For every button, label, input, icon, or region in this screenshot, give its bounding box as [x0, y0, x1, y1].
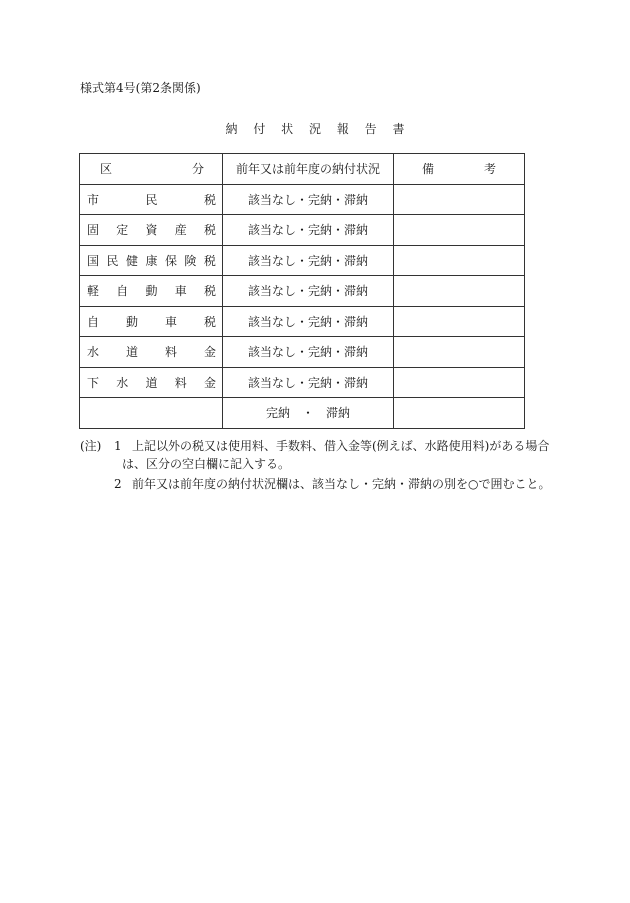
title-char: 報 [336, 122, 349, 136]
title-char: 納 [225, 122, 238, 136]
category-char: 民 [145, 192, 158, 207]
category-char: 税 [203, 314, 216, 329]
table-row-blank [80, 398, 525, 429]
category-char: 金 [203, 375, 216, 390]
title-char: 状 [281, 122, 294, 136]
note-text: 前年又は前年度の納付状況欄は、該当なし・完納・滞納の別を○で囲むこと。 [132, 477, 551, 491]
document-title [0, 120, 630, 137]
header-status: 前年又は前年度の納付状況 [223, 154, 394, 185]
table-row [80, 306, 525, 337]
remarks-cell[interactable] [394, 398, 525, 429]
table-header-row [80, 154, 525, 185]
category-cell [80, 276, 223, 307]
category-char: 道 [125, 345, 138, 360]
table-row [80, 337, 525, 368]
payment-status-table [79, 153, 525, 429]
remarks-cell[interactable] [394, 337, 525, 368]
notes [80, 435, 562, 495]
category-char: 下 [87, 375, 100, 390]
status-cell[interactable]: 該当なし・完納・滞納 [223, 306, 394, 337]
title-char: 況 [308, 122, 321, 136]
table-row [80, 245, 525, 276]
category-char: 料 [164, 345, 177, 360]
status-cell[interactable]: 該当なし・完納・滞納 [223, 245, 394, 276]
category-char: 税 [203, 284, 216, 299]
note-number: 1 [114, 439, 122, 453]
category-char: 税 [203, 253, 216, 268]
category-cell [80, 184, 223, 215]
table-row [80, 276, 525, 307]
remarks-cell[interactable] [394, 306, 525, 337]
remarks-cell[interactable] [394, 215, 525, 246]
category-char: 動 [125, 314, 138, 329]
category-char: 金 [203, 345, 216, 360]
category-char: 定 [116, 223, 129, 238]
category-char: 車 [174, 284, 187, 299]
category-char: 車 [164, 314, 177, 329]
status-cell[interactable]: 完納 ・ 滞納 [223, 398, 394, 429]
category-char: 自 [116, 284, 129, 299]
category-char: 料 [174, 375, 187, 390]
remarks-cell[interactable] [394, 184, 525, 215]
category-char: 固 [87, 223, 100, 238]
category-cell [80, 367, 223, 398]
form-number: 様式第4号(第2条関係) [80, 81, 201, 95]
notes-label: (注) [80, 439, 102, 453]
category-char: 健 [125, 253, 138, 268]
category-char: 市 [87, 192, 100, 207]
remarks-cell[interactable] [394, 245, 525, 276]
category-char: 動 [145, 284, 158, 299]
category-char: 軽 [87, 284, 100, 299]
category-char: 税 [203, 223, 216, 238]
category-char: 保 [164, 253, 177, 268]
status-cell[interactable]: 該当なし・完納・滞納 [223, 276, 394, 307]
blank-category-cell[interactable] [80, 398, 223, 429]
header-category: 区 分 [80, 154, 223, 185]
table-row [80, 215, 525, 246]
title-char: 付 [253, 122, 266, 136]
category-char: 自 [87, 314, 100, 329]
category-char: 険 [184, 253, 197, 268]
category-cell [80, 215, 223, 246]
category-char: 水 [87, 345, 100, 360]
table-row [80, 367, 525, 398]
category-char: 資 [145, 223, 158, 238]
category-cell [80, 245, 223, 276]
title-char: 告 [364, 122, 377, 136]
category-char: 水 [116, 375, 129, 390]
note-continuation: は、区分の空白欄に記入する。 [122, 457, 291, 471]
category-cell [80, 337, 223, 368]
category-char: 国 [87, 253, 100, 268]
remarks-cell[interactable] [394, 276, 525, 307]
note-text: 上記以外の税又は使用料、手数料、借入金等(例えば、水路使用料)がある場合 [132, 439, 550, 453]
status-cell[interactable]: 該当なし・完納・滞納 [223, 184, 394, 215]
status-cell[interactable]: 該当なし・完納・滞納 [223, 367, 394, 398]
title-char: 書 [392, 122, 405, 136]
category-char: 道 [145, 375, 158, 390]
category-char: 康 [145, 253, 158, 268]
header-remarks: 備 考 [394, 154, 525, 185]
category-char: 民 [106, 253, 119, 268]
remarks-cell[interactable] [394, 367, 525, 398]
note-number: 2 [114, 477, 122, 491]
category-char: 税 [203, 192, 216, 207]
category-cell [80, 306, 223, 337]
status-cell[interactable]: 該当なし・完納・滞納 [223, 215, 394, 246]
table-row [80, 184, 525, 215]
category-char: 産 [174, 223, 187, 238]
status-cell[interactable]: 該当なし・完納・滞納 [223, 337, 394, 368]
